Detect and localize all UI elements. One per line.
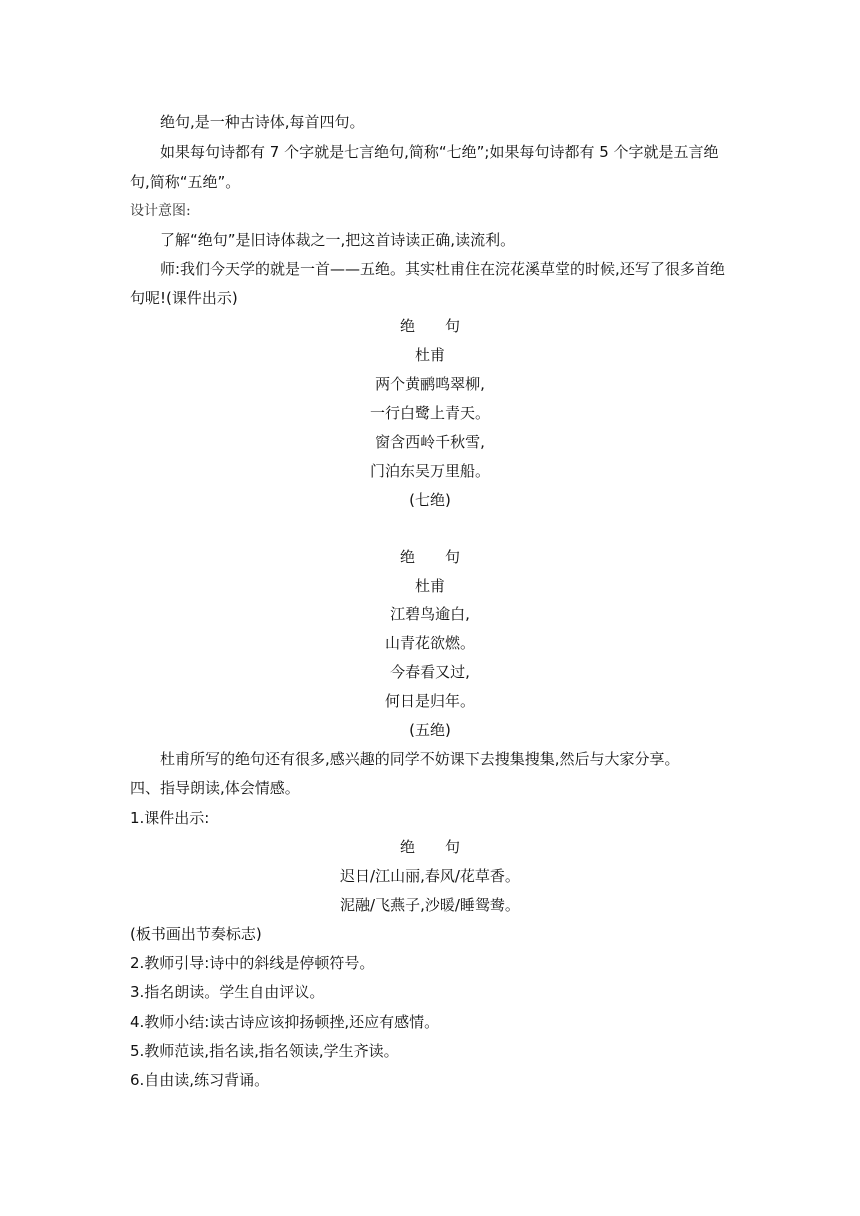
poem1-note: (七绝)	[409, 491, 451, 509]
poem2-line-1: 江碧鸟逾白,	[390, 605, 470, 623]
poem1-title-char-1: 绝	[399, 317, 415, 335]
intro-line-2b: 句,简称“五绝”。	[130, 173, 241, 191]
intro-line-1: 绝句,是一种古诗体,每首四句。	[160, 113, 365, 131]
poem2-title-char-1: 绝	[399, 548, 415, 566]
teacher-line-1: 师:我们今天学的就是一首——五绝。其实杜甫住在浣花溪草堂的时候,还写了很多首绝	[160, 260, 725, 278]
section4-poem-line-1: 迟日/江山丽,春风/花草香。	[340, 867, 520, 885]
design-intent-label: 设计意图:	[130, 203, 191, 219]
poem2-line-3: 今春看又过,	[390, 663, 470, 681]
section4-poem-title-char-1: 绝	[399, 838, 415, 856]
poem1-title-char-2: 句	[445, 317, 461, 335]
design-intent-text: 了解“绝句”是旧诗体裁之一,把这首诗读正确,读流利。	[160, 231, 516, 249]
section4-step-4: 4.教师小结:读古诗应该抑扬顿挫,还应有感情。	[130, 1013, 440, 1031]
teacher-line-2: 句呢!(课件出示)	[130, 289, 238, 307]
section4-step-3: 3.指名朗读。学生自由评议。	[130, 983, 325, 1001]
section4-step-2: 2.教师引导:诗中的斜线是停顿符号。	[130, 954, 375, 972]
poem2-title	[0, 547, 860, 567]
section4-poem-title	[0, 837, 860, 857]
section4-step-1: 1.课件出示:	[130, 809, 210, 827]
section4-poem-line-2: 泥融/飞燕子,沙暖/睡鸳鸯。	[340, 896, 520, 914]
section4-poem-title-char-2: 句	[445, 838, 461, 856]
poem2-line-4: 何日是归年。	[384, 692, 475, 710]
poem1-line-4: 门泊东吴万里船。	[369, 462, 490, 480]
poem2-author: 杜甫	[414, 577, 445, 595]
poem1-author: 杜甫	[414, 346, 445, 364]
poem1-title	[0, 316, 860, 336]
section4-step-5: 5.教师范读,指名读,指名领读,学生齐读。	[130, 1042, 399, 1060]
poem2-title-char-2: 句	[445, 548, 461, 566]
section4-step-6: 6.自由读,练习背诵。	[130, 1071, 270, 1089]
poem2-note: (五绝)	[409, 721, 451, 739]
poem1-line-1: 两个黄鹂鸣翠柳,	[375, 375, 485, 393]
closing-line: 杜甫所写的绝句还有很多,感兴趣的同学不妨课下去搜集搜集,然后与大家分享。	[160, 750, 680, 768]
intro-line-2a: 如果每句诗都有 7 个字就是七言绝句,简称“七绝”;如果每句诗都有 5 个字就是五言绝	[160, 143, 719, 161]
poem2-line-2: 山青花欲燃。	[384, 634, 475, 652]
section4-heading: 四、指导朗读,体会情感。	[130, 779, 300, 797]
section4-board-note: (板书画出节奏标志)	[130, 925, 262, 943]
poem1-line-3: 窗含西岭千秋雪,	[375, 433, 485, 451]
poem1-line-2: 一行白鹭上青天。	[369, 404, 490, 422]
